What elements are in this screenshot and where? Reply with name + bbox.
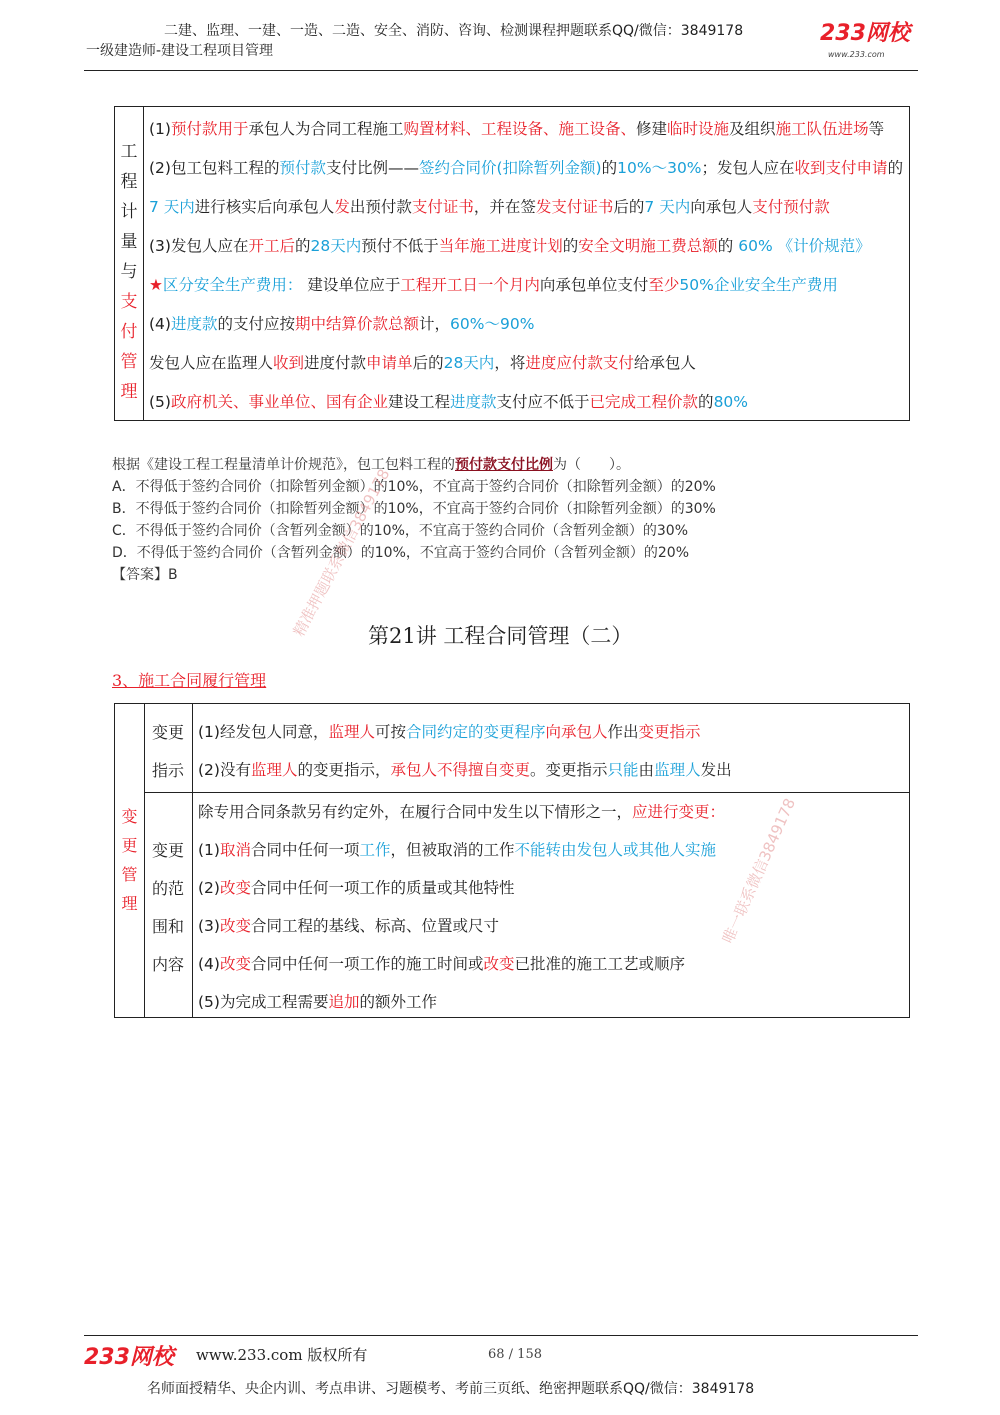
- text-segment: 至少: [648, 276, 680, 294]
- text-segment: 施工队伍进场: [775, 120, 869, 138]
- text-segment: 变更指示: [638, 723, 701, 741]
- text-segment: (4): [149, 315, 171, 333]
- text-segment: 28天内: [310, 237, 362, 255]
- text-segment: ；发包人应在: [701, 159, 795, 177]
- text-segment: 监理人: [328, 723, 375, 741]
- text-segment: 承包人为合同工程施工: [248, 120, 404, 138]
- watermark-2: 唯一联系微信3849178: [718, 795, 800, 947]
- side-label-char: 程: [120, 172, 138, 192]
- text-segment: 后的: [412, 354, 444, 372]
- text-segment: 计，: [419, 315, 451, 333]
- text-segment: 《计价规范》: [777, 237, 871, 255]
- text-segment: 50%企业安全生产费用: [679, 276, 838, 294]
- change-scope-line: [198, 800, 725, 822]
- question-option-b: B．不得低于签约合同价（扣除暂列金额）的10%，不宜高于签约合同价（扣除暂列金额）的30%: [112, 501, 716, 517]
- text-segment: 的: [562, 237, 579, 255]
- text-segment: 后的: [613, 198, 645, 216]
- question-stem-key: 预付款支付比例: [455, 457, 553, 473]
- table1-line: [149, 195, 830, 217]
- side-label-char: 付: [120, 322, 138, 342]
- text-segment: 向承包单位支付: [539, 276, 649, 294]
- text-segment: 10%～30%: [617, 159, 702, 177]
- side-label-char: 管: [121, 865, 138, 884]
- footer-divider: [84, 1335, 918, 1336]
- watermark-1: 精准押题联系微信3849178: [289, 465, 394, 640]
- side-label-char: 更: [121, 836, 138, 855]
- text-segment: (1)经发包人同意，: [198, 723, 329, 741]
- text-segment: ，但被取消的工作: [390, 841, 515, 859]
- row-label-change-scope: 围和: [151, 917, 184, 936]
- text-segment: (2)没有: [198, 761, 251, 779]
- side-label-char: 理: [121, 894, 138, 913]
- text-segment: (5)为完成工程需要: [198, 993, 329, 1011]
- text-segment: 预付不低于: [361, 237, 439, 255]
- row-label-change-instruction: 指示: [151, 761, 184, 780]
- question-stem: [112, 454, 630, 474]
- text-segment: 工作: [359, 841, 391, 859]
- lecture-title: 第21讲 工程合同管理（二）: [368, 624, 633, 648]
- text-segment: 及组织: [729, 120, 776, 138]
- question-answer: 【答案】B: [112, 567, 178, 583]
- text-segment: 60%～90%: [450, 315, 535, 333]
- text-segment: (5): [149, 393, 171, 411]
- text-segment: 购置材料、工程设备、施工设备、: [403, 120, 637, 138]
- text-segment: 给承包人: [633, 354, 696, 372]
- change-instruction-line: [198, 758, 732, 780]
- change-scope-line: [198, 838, 716, 860]
- question-option-d: D．不得低于签约合同价（含暂列金额）的10%，不宜高于签约合同价（含暂列金额）的20%: [112, 545, 690, 561]
- side-label-char: 量: [120, 232, 138, 252]
- text-segment: 合同工程的基线、标高、位置或尺寸: [250, 917, 499, 935]
- text-segment: 合同中任何一项工作的施工时间或: [250, 955, 484, 973]
- footer-logo: 233网校: [84, 1345, 174, 1370]
- text-segment: 向承包人: [690, 198, 753, 216]
- text-segment: 进行核实后向承包人: [194, 198, 335, 216]
- text-segment: 已完成工程价款: [589, 393, 699, 411]
- table1-line: [149, 273, 838, 295]
- table1-line: [149, 312, 534, 334]
- text-segment: 进度应付款支付: [525, 354, 634, 372]
- text-segment: 作出: [607, 723, 639, 741]
- table1-line: [149, 117, 884, 139]
- row-label-change-scope: 变更: [151, 841, 184, 860]
- section-title: 3、施工合同履行管理: [112, 671, 267, 690]
- text-segment: (3): [198, 917, 220, 935]
- change-scope-line: [198, 876, 515, 898]
- text-segment: 改变: [219, 917, 251, 935]
- text-segment: 合同约定的变更程序: [406, 723, 546, 741]
- text-segment: 进度付款: [304, 354, 367, 372]
- text-segment: 发包人应在监理人: [149, 354, 274, 372]
- text-segment: 开工后: [248, 237, 295, 255]
- question-stem-post: 为（ ）。: [553, 457, 630, 473]
- header-divider: [84, 70, 918, 71]
- text-segment: 的: [601, 159, 618, 177]
- text-segment: 区分安全生产费用：: [162, 276, 303, 294]
- text-segment: 除专用合同条款另有约定外，在履行合同中发生以下情形之一，: [198, 803, 633, 821]
- text-segment: 承包人不得擅自变更: [390, 761, 531, 779]
- table1-line: [149, 390, 748, 412]
- table1-side-label: [115, 107, 144, 420]
- change-instruction-line: [198, 720, 701, 742]
- text-segment: 的支付应按: [217, 315, 295, 333]
- text-segment: 应进行变更：: [632, 803, 726, 821]
- text-segment: ★: [149, 276, 163, 294]
- text-segment: 监理人: [250, 761, 298, 779]
- side-label-char: 与: [120, 262, 138, 282]
- table2-row-divider: [144, 792, 909, 793]
- text-segment: 安全文明施工费总额: [578, 237, 718, 255]
- text-segment: 的: [698, 393, 714, 411]
- footer-promo-text: 名师面授精华、央企内训、考点串讲、习题模考、考前三页纸、绝密押题联系QQ/微信：3849178: [147, 1381, 755, 1397]
- row-label-change-scope: 内容: [151, 955, 184, 974]
- change-scope-line: [198, 952, 685, 974]
- text-segment: 不能转由发包人或其他人实施: [514, 841, 717, 859]
- text-segment: 发支付证书: [535, 198, 614, 216]
- text-segment: 建设单位应于: [302, 276, 401, 294]
- text-segment: 改变: [483, 955, 515, 973]
- text-segment: 60%: [738, 237, 773, 255]
- text-segment: (3)发包人应在: [149, 237, 249, 255]
- payment-management-table: [114, 106, 910, 421]
- side-label-char: 支: [120, 292, 138, 312]
- change-scope-line: [198, 990, 437, 1012]
- text-segment: 改变: [219, 955, 251, 973]
- question-stem-pre: 根据《建设工程工程量清单计价规范》，包工包料工程的: [112, 457, 455, 473]
- text-segment: 的变更指示，: [297, 761, 391, 779]
- side-label-char: 计: [120, 202, 138, 222]
- text-segment: 预付款用于: [170, 120, 249, 138]
- header-logo-text: 233网校: [820, 21, 910, 46]
- text-segment: 发: [334, 198, 350, 216]
- table1-line: [149, 351, 696, 373]
- text-segment: 追加: [328, 993, 360, 1011]
- text-segment: 80%: [713, 393, 749, 411]
- text-segment: 收到: [273, 354, 305, 372]
- text-segment: (4): [198, 955, 220, 973]
- text-segment: 7 天内: [149, 198, 195, 216]
- table2-row-labels: [144, 704, 193, 1017]
- text-segment: 期中结算价款总额: [295, 315, 420, 333]
- text-segment: 28天内: [443, 354, 495, 372]
- side-label-char: 管: [120, 352, 138, 372]
- header-promo-text: 二建、监理、一建、一造、二造、安全、消防、咨询、检测课程押题联系QQ/微信：3849178: [164, 23, 744, 39]
- text-segment: ，并在签: [473, 198, 536, 216]
- text-segment: 的: [717, 237, 739, 255]
- text-segment: 已批准的施工工艺或顺序: [514, 955, 686, 973]
- text-segment: 向承包人: [545, 723, 608, 741]
- text-segment: 预付款: [279, 159, 326, 177]
- page-number: 68 / 158: [488, 1347, 542, 1362]
- footer-copyright: www.233.com 版权所有: [196, 1346, 368, 1364]
- text-segment: 签约合同价(扣除暂列金额): [419, 159, 602, 177]
- text-segment: 等: [868, 120, 885, 138]
- question-option-c: C．不得低于签约合同价（含暂列金额）的10%，不宜高于签约合同价（含暂列金额）的30%: [112, 523, 689, 539]
- text-segment: 进度款: [170, 315, 218, 333]
- side-label-char: 理: [120, 382, 138, 402]
- text-segment: 当年施工进度计划: [438, 237, 563, 255]
- text-segment: 的: [887, 159, 904, 177]
- text-segment: (1): [149, 120, 171, 138]
- text-segment: 合同中任何一项: [250, 841, 360, 859]
- text-segment: 收到支付申请: [794, 159, 888, 177]
- text-segment: 监理人: [654, 761, 701, 779]
- row-label-change-scope: 的范: [151, 879, 184, 898]
- text-segment: 出预付款: [349, 198, 412, 216]
- text-segment: 合同中任何一项工作的质量或其他特性: [250, 879, 515, 897]
- text-segment: 发出: [700, 761, 732, 779]
- document-subtitle: 一级建造师-建设工程项目管理: [86, 43, 274, 59]
- text-segment: 。变更指示: [530, 761, 608, 779]
- text-segment: 进度款: [450, 393, 497, 411]
- change-scope-line: [198, 914, 499, 936]
- text-segment: 取消: [219, 841, 251, 859]
- header-logo: [820, 22, 920, 62]
- text-segment: 申请单: [366, 354, 413, 372]
- text-segment: 7 天内: [644, 198, 691, 216]
- table1-content: [149, 107, 903, 420]
- text-segment: 由: [638, 761, 655, 779]
- text-segment: 改变: [219, 879, 251, 897]
- table1-line: [149, 234, 871, 256]
- text-segment: 的: [294, 237, 311, 255]
- text-segment: 工程开工日一个月内: [400, 276, 540, 294]
- text-segment: 支付预付款: [752, 198, 830, 216]
- text-segment: (1): [198, 841, 220, 859]
- text-segment: 的额外工作: [359, 993, 437, 1011]
- side-label-char: 工: [120, 142, 138, 162]
- text-segment: 可按: [374, 723, 406, 741]
- text-segment: ，将: [494, 354, 526, 372]
- text-segment: 只能: [607, 761, 639, 779]
- text-segment: 修建: [636, 120, 668, 138]
- text-segment: 支付证书: [411, 198, 474, 216]
- table2-side-label: [115, 704, 145, 1017]
- text-segment: (2): [198, 879, 220, 897]
- text-segment: 建设工程: [387, 393, 450, 411]
- text-segment: 政府机关、事业单位、国有企业: [170, 393, 388, 411]
- text-segment: 支付比例——: [325, 159, 419, 177]
- question-option-a: A．不得低于签约合同价（扣除暂列金额）的10%，不宜高于签约合同价（扣除暂列金额）的20%: [112, 479, 716, 495]
- table1-line: [149, 156, 903, 178]
- row-label-change-instruction: 变更: [151, 723, 184, 742]
- side-label-char: 变: [121, 807, 138, 826]
- text-segment: (2)包工包料工程的: [149, 159, 280, 177]
- text-segment: 支付应不低于: [496, 393, 590, 411]
- header-logo-url: www.233.com: [828, 50, 885, 59]
- text-segment: 临时设施: [667, 120, 730, 138]
- change-management-table: [114, 703, 910, 1018]
